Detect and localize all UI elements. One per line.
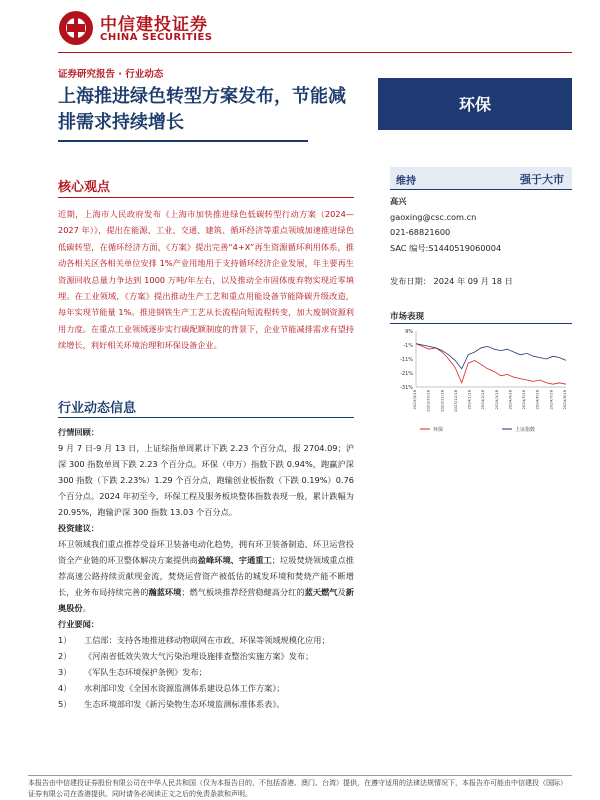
industry-heading: 行业动态信息 (58, 401, 137, 416)
news-text: 生态环境部印发《新污染物生态环境监测标准体系表》。 (84, 699, 285, 709)
news-text: 工信部：支持各地推进移动物联网在市政、环保等领域规模化应用； (84, 635, 330, 645)
sector-label: 环保 (458, 95, 491, 114)
core-heading: 核心观点 (58, 180, 111, 195)
title-underline (58, 140, 308, 142)
company-name-en: CHINA SECURITIES (100, 32, 213, 43)
legend-label: 上证指数 (515, 427, 536, 433)
x-tick-label: 2023/9/18 (412, 390, 417, 410)
company-logo (58, 8, 248, 52)
investment-part: 和焚烧产能不断增长，业务布局持续完善的 (58, 571, 354, 597)
market-review-text: 9 月 7 日-9 月 13 日，上证综指单周累计下跌 2.23 个百分点，报 2704.09；沪深 300 指数单周下跌 2.23 个百分点。环保（申万）指数下跌 0.94%，跑赢沪深 300 指数（下跌 2.23%）1.29 个百分点，跑输创业板指数（下跌 0.19%）0.76 个百分点。2024 年初至今，环保工程及服务板块整体指数表现一般，累计跌幅为 20.95%，跑输沪深 300 指数 13.03 个百分点。 (58, 443, 354, 517)
sector-banner (378, 78, 572, 130)
market-chart-title: 市场表现 (390, 312, 425, 322)
company-logo-icon (58, 10, 94, 46)
news-heading: 行业要闻： (58, 619, 99, 629)
market-performance-chart (390, 327, 572, 437)
market-divider (390, 323, 572, 324)
rating-value: 强于大市 (520, 173, 564, 186)
news-item (58, 664, 354, 680)
series-line (416, 344, 566, 369)
news-text: 水利部印发《全国水资源监测体系建设总体工作方案》； (84, 683, 285, 693)
news-text: 《军队生态环境保护条例》发布； (84, 667, 207, 677)
core-text: 近期，上海市人民政府发布《上海市加快推进绿色低碳转型行动方案（2024—2027 年）》，提出在能源、工业、交通、建筑、循环经济等重点领域加速推进绿色低碳转型，在循环经济方面，《方案》提出完善“4+X”再生资源循环利用体系，推动各相关区各相关单位安排 1%产业用地用于支持循环经济企业发展，年主要再生资源回收总量力争达到 1000 万吨/年左右，以及推动全市固体废弃物实现近零填埋。在工业领域，《方案》提出推动生产工艺和重点用能设备节能降碳升级改造，每年实现节能量 1%。推进钢铁生产工艺从长流程向短流程转变，加大废钢资源利用力度。在重点工业领域逐步实行碳配额制度的背景下，企业节能减排需求有望持续增长，利好相关环境治理和环保设备企业。 (58, 209, 354, 351)
y-tick-label: -11% (400, 357, 413, 363)
investment-heading: 投资建议： (58, 523, 99, 533)
x-tick-label: 2024/5/18 (521, 390, 527, 410)
legend-label: 环保 (433, 427, 444, 433)
news-item (58, 632, 354, 648)
news-number: 2） (58, 651, 72, 661)
news-item (58, 648, 354, 664)
news-number: 5） (58, 699, 72, 709)
investment-part: 环卫领域我们重点推荐受益环卫装备电动化趋势，拥有环卫装备制造、环卫运营投资全产业链的环卫整体解决方案提供商 (58, 539, 354, 565)
industry-divider (58, 417, 354, 418)
investment-part: ；垃圾焚烧领域重点推荐高速公路持续贡献现金流，焚烧运营资产被低估的 (58, 555, 354, 581)
x-tick-label: 2024/4/18 (507, 390, 513, 410)
investment-part: 盈峰环境、宇通重工 (197, 555, 272, 565)
x-tick-label: 2024/1/18 (466, 390, 472, 410)
news-number: 3） (58, 667, 72, 677)
x-tick-label: 2024/3/18 (493, 390, 499, 410)
news-number: 4） (58, 683, 72, 693)
investment-part: 城发环境 (252, 571, 287, 581)
x-tick-label: 2024/8/18 (562, 390, 567, 410)
x-tick-label: 2024/2/18 (480, 390, 486, 410)
analyst-name: 高兴 (390, 196, 407, 206)
analyst-info (390, 194, 572, 256)
investment-part: 瀚蓝环境 (148, 587, 182, 597)
company-name-cn: 中信建投证券 (100, 15, 208, 35)
news-number: 1） (58, 635, 72, 645)
news-list (58, 632, 354, 712)
analyst-sac: SAC 编号:S1440519060004 (390, 242, 502, 253)
industry-body (58, 424, 354, 712)
market-review-heading: 行情回顾： (58, 427, 99, 437)
report-title: 上海推进绿色转型方案发布，节能减排需求持续增长 (58, 86, 346, 133)
analyst-email[interactable]: gaoxing@csc.com.cn (390, 211, 477, 222)
rating-box (390, 167, 572, 190)
investment-text (58, 536, 354, 616)
y-tick-label: -1% (403, 343, 413, 349)
x-tick-label: 2023/10/18 (425, 390, 431, 412)
investment-part: 新奥股份 (58, 587, 354, 613)
report-type: 证券研究报告 · 行业动态 (58, 69, 164, 80)
series-line (416, 344, 566, 385)
news-text: 《河南省低效失效大气污染治理设施排查整治实施方案》发布； (84, 651, 314, 661)
y-tick-label: 9% (405, 329, 413, 335)
investment-part: ；燃气板块推荐经营稳健高分红的 (181, 587, 305, 597)
footer-disclaimer: 本报告由中信建投证券股份有限公司在中华人民共和国（仅为本报告目的，不包括香港、澳门、台湾）提供，在遵守适用的法律法规情况下，本报告亦可能由中信建投（国际）证券有限公司在香港提供。同时请务必阅读正文之后的免责条款和声明。 (28, 779, 567, 798)
rating-action: 维持 (396, 176, 416, 187)
footer-divider (28, 775, 572, 776)
y-tick-label: -21% (400, 371, 413, 377)
publish-date: 发布日期： 2024 年 09 月 18 日 (390, 276, 513, 286)
core-divider (58, 197, 354, 198)
y-tick-label: -31% (400, 385, 413, 391)
investment-part: 蓝天燃气 (304, 587, 338, 597)
x-tick-label: 2023/12/18 (452, 390, 458, 412)
investment-part: 。 (82, 603, 91, 613)
x-tick-label: 2024/7/18 (548, 390, 554, 410)
x-tick-label: 2023/11/18 (439, 390, 445, 412)
news-item (58, 696, 354, 712)
x-tick-label: 2024/6/18 (534, 390, 540, 410)
analyst-phone: 021-68821600 (390, 227, 451, 237)
investment-part: 及 (337, 587, 346, 597)
header-divider (58, 52, 572, 53)
news-item (58, 680, 354, 696)
